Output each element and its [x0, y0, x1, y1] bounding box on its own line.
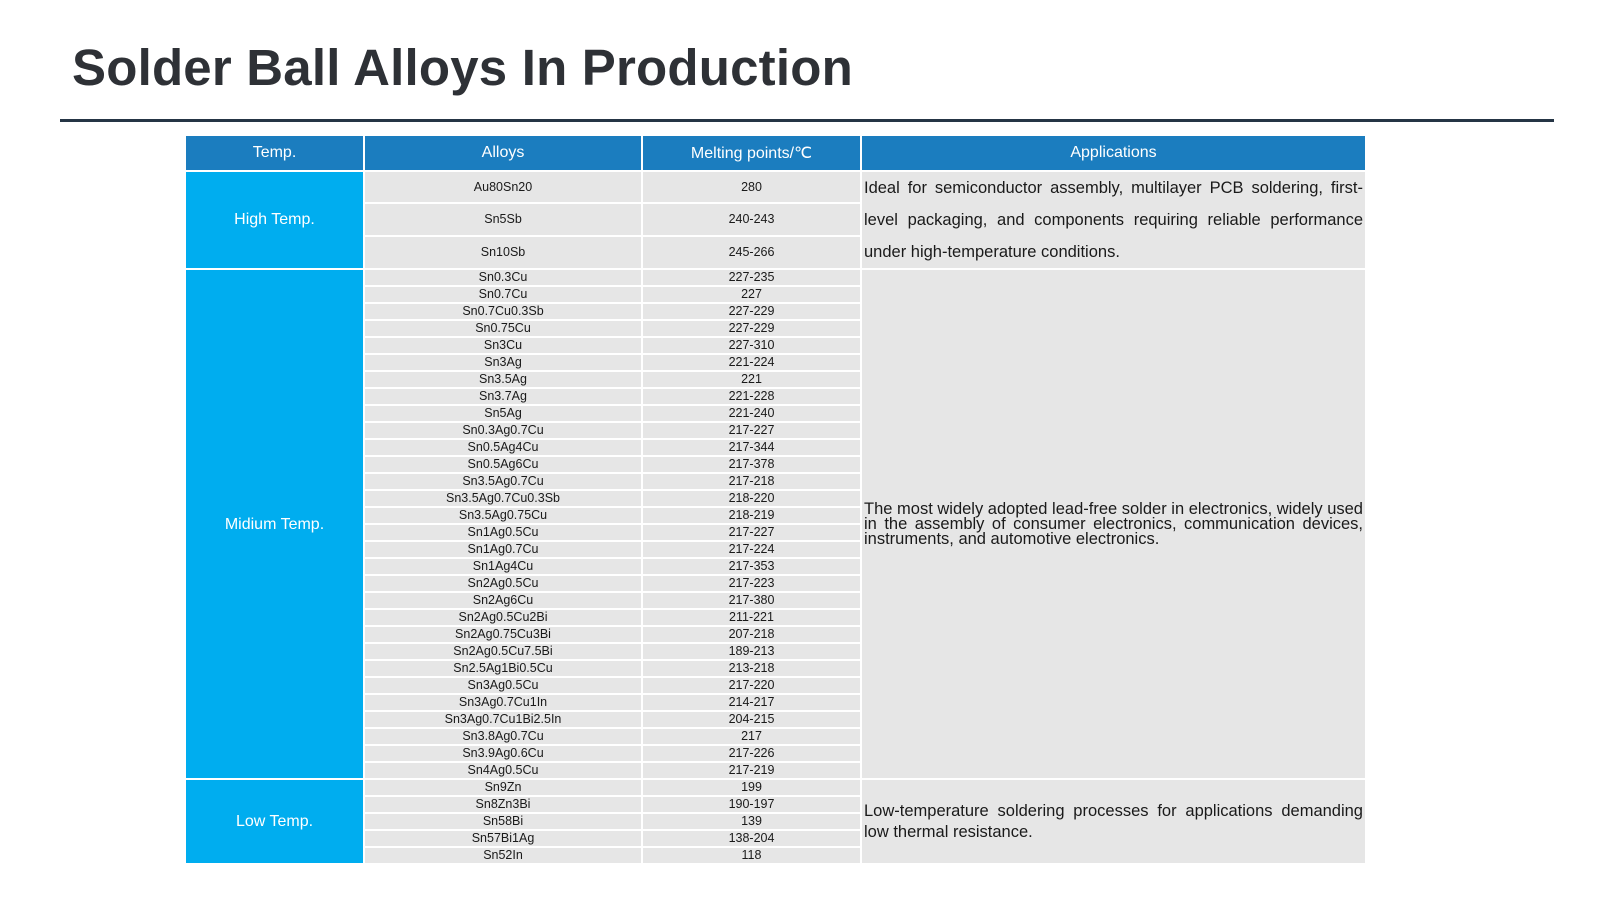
- header-temp: Temp.: [185, 135, 364, 171]
- melting-point-cell: 221-224: [642, 354, 861, 371]
- application-cell: The most widely adopted lead-free solder in electronics, widely used in the assembly of consumer electronics, communication devices, instruments, and automotive electronics.: [861, 269, 1366, 779]
- melting-point-cell: 217-226: [642, 745, 861, 762]
- melting-point-cell: 217: [642, 728, 861, 745]
- alloy-cell: Sn9Zn: [364, 779, 642, 796]
- alloy-cell: Sn1Ag0.7Cu: [364, 541, 642, 558]
- alloy-cell: Sn5Sb: [364, 203, 642, 235]
- application-cell: Low-temperature soldering processes for applications demanding low thermal resistance.: [861, 779, 1366, 864]
- melting-point-cell: 217-380: [642, 592, 861, 609]
- melting-point-cell: 217-353: [642, 558, 861, 575]
- alloy-cell: Sn58Bi: [364, 813, 642, 830]
- melting-point-cell: 138-204: [642, 830, 861, 847]
- alloy-cell: Sn3.8Ag0.7Cu: [364, 728, 642, 745]
- melting-point-cell: 221-228: [642, 388, 861, 405]
- header-alloys: Alloys: [364, 135, 642, 171]
- melting-point-cell: 217-344: [642, 439, 861, 456]
- alloy-cell: Sn10Sb: [364, 236, 642, 269]
- melting-point-cell: 217-220: [642, 677, 861, 694]
- alloy-cell: Sn2Ag0.5Cu7.5Bi: [364, 643, 642, 660]
- melting-point-cell: 227: [642, 286, 861, 303]
- alloy-cell: Sn0.75Cu: [364, 320, 642, 337]
- alloy-cell: Sn0.5Ag6Cu: [364, 456, 642, 473]
- table-row: [185, 171, 1366, 203]
- header-applications: Applications: [861, 135, 1366, 171]
- table-row: [185, 269, 1366, 286]
- melting-point-cell: 204-215: [642, 711, 861, 728]
- melting-point-cell: 217-224: [642, 541, 861, 558]
- alloy-cell: Sn3.9Ag0.6Cu: [364, 745, 642, 762]
- melting-point-cell: 218-220: [642, 490, 861, 507]
- alloy-cell: Sn0.7Cu: [364, 286, 642, 303]
- temp-category-cell: Low Temp.: [185, 779, 364, 864]
- alloy-cell: Sn3Ag0.5Cu: [364, 677, 642, 694]
- alloy-cell: Sn0.3Cu: [364, 269, 642, 286]
- melting-point-cell: 211-221: [642, 609, 861, 626]
- melting-point-cell: 207-218: [642, 626, 861, 643]
- alloy-cell: Sn2Ag0.5Cu: [364, 575, 642, 592]
- melting-point-cell: 217-227: [642, 524, 861, 541]
- melting-point-cell: 280: [642, 171, 861, 203]
- melting-point-cell: 190-197: [642, 796, 861, 813]
- header-melting-points: Melting points/℃: [642, 135, 861, 171]
- melting-point-cell: 189-213: [642, 643, 861, 660]
- alloy-cell: Sn2Ag6Cu: [364, 592, 642, 609]
- melting-point-cell: 227-229: [642, 303, 861, 320]
- title-divider: [60, 119, 1554, 122]
- melting-point-cell: 217-227: [642, 422, 861, 439]
- alloy-cell: Sn0.7Cu0.3Sb: [364, 303, 642, 320]
- alloy-cell: Sn5Ag: [364, 405, 642, 422]
- alloy-cell: Sn1Ag4Cu: [364, 558, 642, 575]
- melting-point-cell: 227-229: [642, 320, 861, 337]
- alloy-cell: Sn57Bi1Ag: [364, 830, 642, 847]
- melting-point-cell: 218-219: [642, 507, 861, 524]
- melting-point-cell: 118: [642, 847, 861, 864]
- melting-point-cell: 245-266: [642, 236, 861, 269]
- melting-point-cell: 139: [642, 813, 861, 830]
- melting-point-cell: 240-243: [642, 203, 861, 235]
- melting-point-cell: 227-310: [642, 337, 861, 354]
- melting-point-cell: 227-235: [642, 269, 861, 286]
- alloy-cell: Sn0.3Ag0.7Cu: [364, 422, 642, 439]
- melting-point-cell: 221: [642, 371, 861, 388]
- alloy-cell: Sn0.5Ag4Cu: [364, 439, 642, 456]
- alloy-cell: Sn3.5Ag0.7Cu0.3Sb: [364, 490, 642, 507]
- melting-point-cell: 214-217: [642, 694, 861, 711]
- alloy-cell: Sn3Cu: [364, 337, 642, 354]
- alloy-cell: Sn2Ag0.75Cu3Bi: [364, 626, 642, 643]
- alloy-cell: Sn1Ag0.5Cu: [364, 524, 642, 541]
- alloy-cell: Sn3Ag0.7Cu1In: [364, 694, 642, 711]
- melting-point-cell: 217-378: [642, 456, 861, 473]
- alloy-cell: Sn2.5Ag1Bi0.5Cu: [364, 660, 642, 677]
- alloy-cell: Sn3Ag0.7Cu1Bi2.5In: [364, 711, 642, 728]
- application-cell: Ideal for semiconductor assembly, multilayer PCB soldering, first-level packaging, and components requiring reliable performance under high-temperature conditions.: [861, 171, 1366, 269]
- melting-point-cell: 217-218: [642, 473, 861, 490]
- alloy-table: [184, 134, 1367, 865]
- melting-point-cell: 217-223: [642, 575, 861, 592]
- alloy-cell: Sn4Ag0.5Cu: [364, 762, 642, 779]
- alloy-cell: Au80Sn20: [364, 171, 642, 203]
- table-body: [185, 171, 1366, 864]
- melting-point-cell: 199: [642, 779, 861, 796]
- alloy-cell: Sn3Ag: [364, 354, 642, 371]
- alloy-cell: Sn3.5Ag0.7Cu: [364, 473, 642, 490]
- alloy-cell: Sn3.5Ag: [364, 371, 642, 388]
- alloy-cell: Sn3.5Ag0.75Cu: [364, 507, 642, 524]
- alloy-cell: Sn8Zn3Bi: [364, 796, 642, 813]
- alloy-cell: Sn3.7Ag: [364, 388, 642, 405]
- melting-point-cell: 217-219: [642, 762, 861, 779]
- melting-point-cell: 213-218: [642, 660, 861, 677]
- table-row: [185, 779, 1366, 796]
- temp-category-cell: High Temp.: [185, 171, 364, 269]
- alloy-cell: Sn52In: [364, 847, 642, 864]
- table-header-row: [185, 135, 1366, 171]
- alloy-cell: Sn2Ag0.5Cu2Bi: [364, 609, 642, 626]
- page-title: Solder Ball Alloys In Production: [72, 39, 853, 96]
- melting-point-cell: 221-240: [642, 405, 861, 422]
- temp-category-cell: Midium Temp.: [185, 269, 364, 779]
